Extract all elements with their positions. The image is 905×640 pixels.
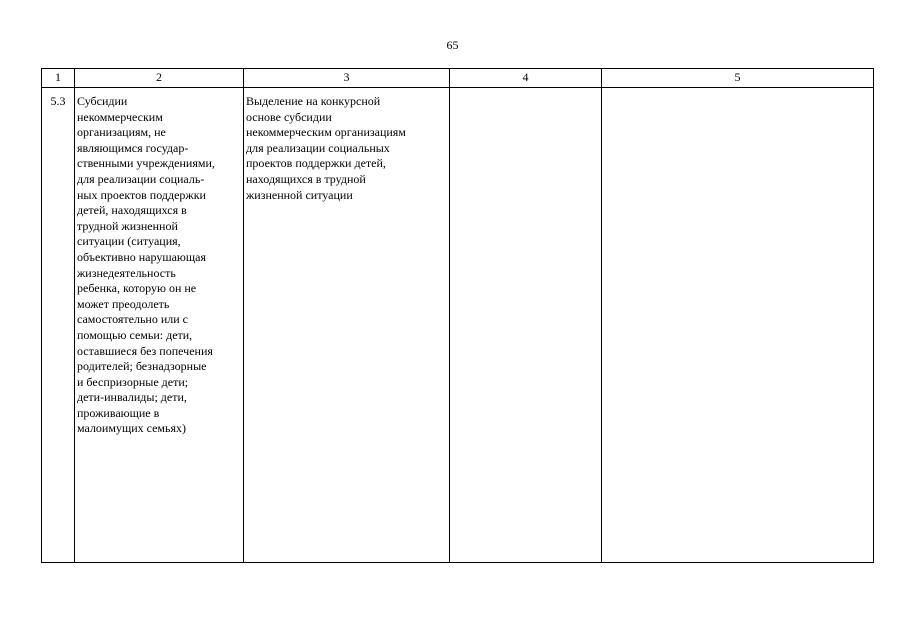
data-table <box>41 68 874 563</box>
table-row <box>42 88 874 563</box>
column-header-1: 1 <box>42 69 75 88</box>
row-number-cell <box>42 88 75 563</box>
column-header-4: 4 <box>450 69 602 88</box>
page-number: 65 <box>446 38 459 52</box>
column-header-3: 3 <box>244 69 450 88</box>
column-header-2: 2 <box>75 69 244 88</box>
measure-description: Выделение на конкурсной основе субсидии некоммерческим организациям для реализации социальных проектов поддержки детей, находящихся в трудной жизненной ситуации <box>246 94 406 202</box>
column-header-5: 5 <box>602 69 874 88</box>
subsidy-description-cell <box>75 88 244 563</box>
measure-description-cell <box>244 88 450 563</box>
row-number: 5.3 <box>50 94 66 108</box>
column-4-cell <box>450 88 602 563</box>
subsidy-description: Субсидии некоммерческим организациям, не являющимся государ- ственными учреждениями, для реализации социаль- ных проектов поддержки детей, находящихся в трудной жизненной ситуации (ситуация, объективно нарушающая жизнедеятельность ребенка, которую он не может преодолеть самостоятельно или с помощью семьи: дети, оставшиеся без попечения родителей; безнадзорные и беспризорные дети; дети-инвалиды; дети, проживающие в малоимущих семьях) <box>77 94 215 436</box>
table-header-row <box>42 69 874 88</box>
column-5-cell <box>602 88 874 563</box>
